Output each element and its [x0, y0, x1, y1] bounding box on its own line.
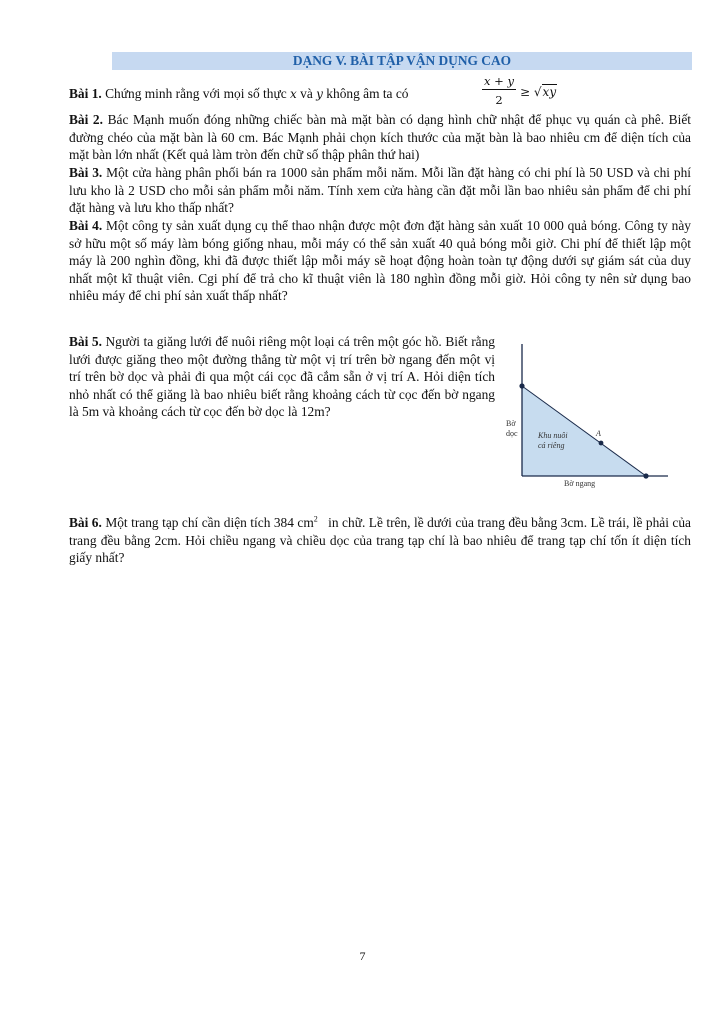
- section-title: DẠNG V. BÀI TẬP VẬN DỤNG CAO: [112, 52, 692, 70]
- pond-diagram: [500, 334, 700, 494]
- math-fraction: [482, 74, 516, 107]
- problem-label: Bài 1.: [69, 86, 102, 101]
- sqrt-argument: xy: [542, 85, 557, 99]
- problem-label: Bài 4.: [69, 218, 103, 233]
- sqrt-icon: √: [533, 85, 542, 99]
- math-rhs: [520, 84, 557, 102]
- problem-label: Bài 5.: [69, 334, 102, 349]
- math-var-x: x: [290, 87, 297, 101]
- page-number: 7: [359, 949, 366, 963]
- problem-label: Bài 6.: [69, 515, 102, 530]
- problem-2: [69, 111, 691, 164]
- problem-text: và: [300, 86, 313, 101]
- fraction-numerator: x + y: [482, 74, 516, 90]
- problem-text: Bác Mạnh muốn đóng những chiếc bàn mà mặt bàn có dạng hình chữ nhật để phục vụ quán cà phê. Biết đường chéo của mặt bàn là 60 cm. Bác Mạnh phải chọn kích thước của mặt bàn là bao nhiêu cm để diện tích của mặt bàn lớn nhất (Kết quả làm tròn đến chữ số thập phân thứ hai): [69, 112, 691, 163]
- label-bo-doc-line1: Bờ: [506, 419, 516, 428]
- problem-6: [69, 514, 691, 567]
- problem-4: [69, 217, 691, 305]
- problem-label: Bài 3.: [69, 165, 103, 180]
- problem-text: in chữ. Lề trên, lề dưới của trang đều bằng 3cm. Lề trái, lề phải của trang đều bằng 2cm. Hỏi chiều ngang và chiều dọc của trang tạp chí là bao nhiêu để trang tạp chí tốn ít diện tích giấy nhất?: [69, 515, 691, 566]
- problem-text: Chứng minh rằng với mọi số thực: [105, 86, 287, 101]
- problem-5: [69, 333, 495, 421]
- stake-point-a: [599, 441, 604, 446]
- fraction-denominator: 2: [495, 93, 503, 107]
- problem-text: Một trang tạp chí cần diện tích 384 cm: [105, 515, 314, 530]
- superscript-2: 2: [313, 514, 318, 524]
- label-khu-nuoi-line1: Khu nuôi: [538, 431, 568, 440]
- label-bo-ngang: Bờ ngang: [564, 479, 596, 488]
- problem-text: không âm ta có: [326, 86, 409, 101]
- net-endpoint-vertical: [519, 383, 524, 388]
- problem-label: Bài 2.: [69, 112, 103, 127]
- problem-3: [69, 164, 691, 217]
- label-khu-nuoi-line2: cá riêng: [538, 441, 565, 450]
- problem-text: Một cửa hàng phân phối bán ra 1000 sản phẩm mỗi năm. Mỗi lần đặt hàng có chi phí là 50 USD và chi phí lưu kho là 2 USD cho mỗi sản phẩm mỗi năm. Tính xem cửa hàng cần đặt mỗi lần bao nhiêu sản phẩm để chi phí đặt hàng và lưu kho thấp nhất?: [69, 165, 692, 216]
- problem-1: [69, 74, 691, 114]
- math-var-y: y: [316, 87, 323, 101]
- pond-corner-figure: [500, 334, 700, 494]
- problem-text: Người ta giăng lưới để nuôi riêng một loại cá trên một góc hồ. Biết rằng lưới được giăng theo một đường thẳng từ một vị trí trên bờ ngang đến một vị trí trên bờ dọc và phải đi qua một cái cọc đã cắm sẵn ở vị trí A. Hỏi diện tích nhỏ nhất có thể giăng là bao nhiêu biết rằng khoảng cách từ cọc đến bờ ngang là 5m và khoảng cách từ cọc đến bờ dọc là 12m?: [69, 334, 495, 420]
- problem-text: Một công ty sản xuất dụng cụ thể thao nhận được một đơn đặt hàng sản xuất 10 000 quả bóng. Công ty này sở hữu một số máy làm bóng giống nhau, mỗi máy có thể sản xuất 40 quả bóng mỗi giờ. Chi phí để thiết lập một máy là 200 nghìn đồng, khi đã được thiết lập mỗi máy sẽ hoạt động hoàn toàn tự động dưới sự giám sát của duy nhất một kĩ thuật viên. Cgi phí để trả cho kĩ thuật viên là 180 nghìn đồng mỗi giờ. Hỏi công ty nên sử dụng bao nhiêu máy để chi phí sản xuất thấp nhất?: [69, 218, 691, 304]
- geq-symbol: ≥: [520, 85, 531, 99]
- net-endpoint-horizontal: [643, 473, 648, 478]
- label-bo-doc-line2: dọc: [506, 429, 518, 438]
- label-point-a: A: [596, 429, 601, 438]
